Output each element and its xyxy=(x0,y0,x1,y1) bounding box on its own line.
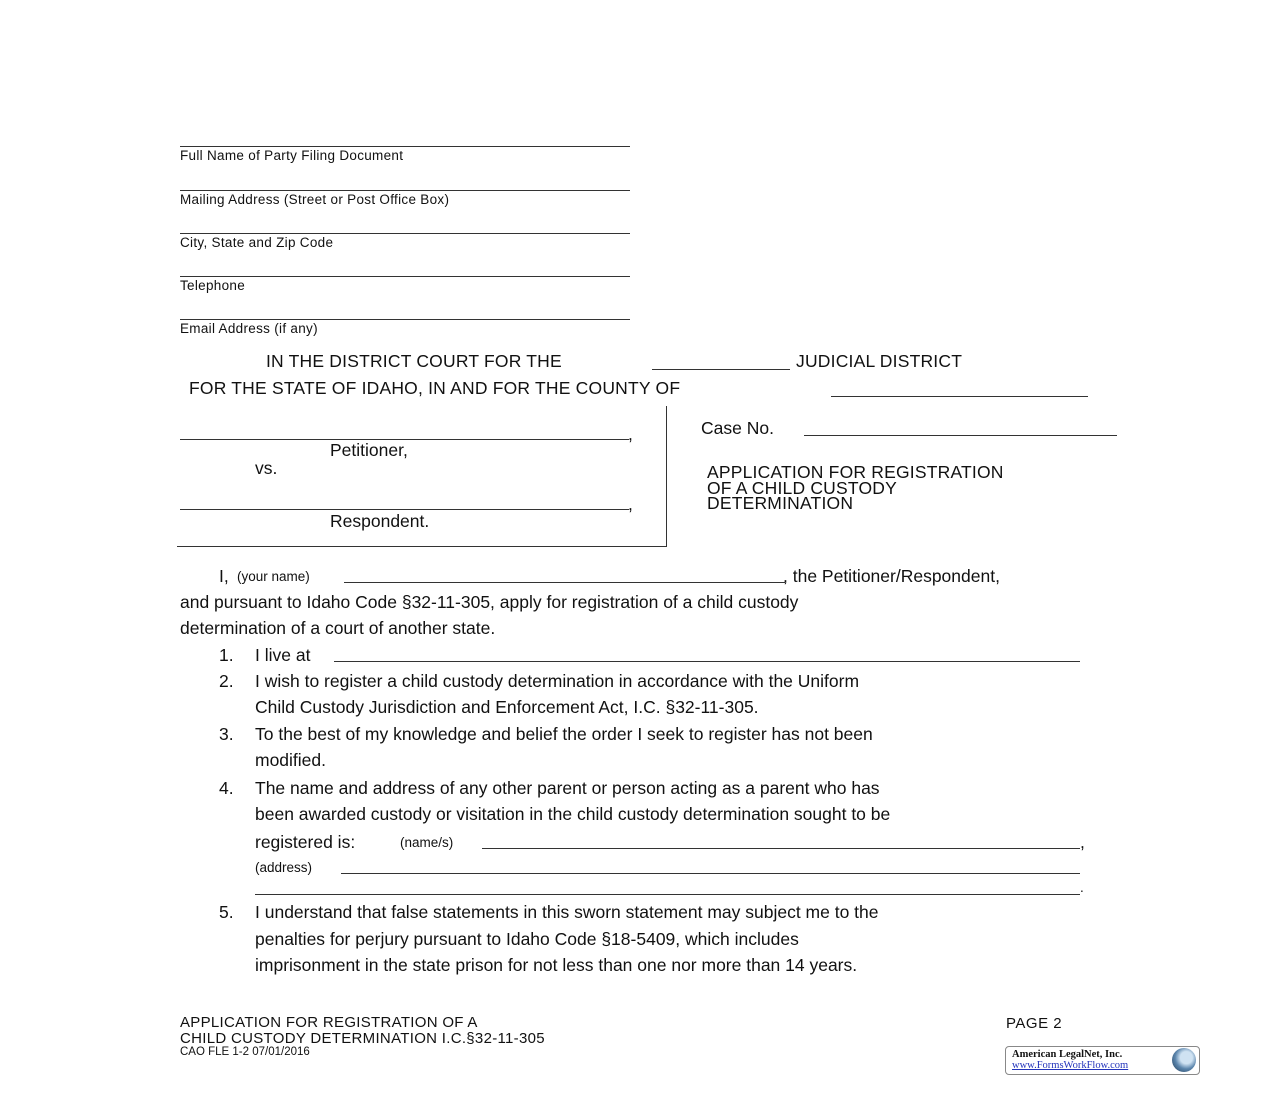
caption-vertical-divider xyxy=(666,406,667,547)
intro-i-label: I, xyxy=(219,566,229,586)
court-line2-prefix: FOR THE STATE OF IDAHO, IN AND FOR THE COUNTY OF xyxy=(189,378,681,398)
other-party-address-hint: (address) xyxy=(255,860,313,875)
case-no-label: Case No. xyxy=(701,418,774,438)
city-state-zip-label: City, State and Zip Code xyxy=(180,235,334,250)
other-party-name-hint: (name/s) xyxy=(400,835,454,850)
telephone-label: Telephone xyxy=(180,278,246,293)
respondent-name-field[interactable] xyxy=(180,509,629,510)
other-party-name-field[interactable] xyxy=(482,848,1080,849)
court-line1-prefix: IN THE DISTRICT COURT FOR THE xyxy=(266,351,562,371)
residence-address-field[interactable] xyxy=(334,661,1080,662)
document-title-line: OF A CHILD CUSTODY xyxy=(707,477,897,498)
mailing-address-label: Mailing Address (Street or Post Office Box) xyxy=(180,192,450,207)
publisher-url-link[interactable]: www.FormsWorkFlow.com xyxy=(1012,1060,1129,1071)
mailing-address-line[interactable] xyxy=(180,190,630,191)
globe-icon xyxy=(1172,1048,1196,1072)
intro-line-3: determination of a court of another state. xyxy=(180,618,496,638)
petitioner-respondent-text: , the Petitioner/Respondent, xyxy=(783,566,1000,586)
document-title xyxy=(707,462,1004,513)
district-number-field[interactable] xyxy=(652,369,790,370)
footer-title-line: APPLICATION FOR REGISTRATION OF A xyxy=(180,1014,478,1031)
name-comma: , xyxy=(1080,832,1085,852)
item-5-line-1: I understand that false statements in this sworn statement may subject me to the xyxy=(255,902,879,922)
item-4-line-2: been awarded custody or visitation in the child custody determination sought to be xyxy=(255,804,891,824)
page-number: PAGE 2 xyxy=(1006,1015,1063,1032)
item-number: 5. xyxy=(219,902,234,922)
full-name-label: Full Name of Party Filing Document xyxy=(180,148,404,163)
footer-title xyxy=(180,1015,545,1047)
respondent-label: Respondent. xyxy=(330,511,430,531)
item-number: 4. xyxy=(219,778,234,798)
item-3-line-1: To the best of my knowledge and belief the order I seek to register has not been xyxy=(255,724,873,744)
item-number: 3. xyxy=(219,724,234,744)
item-1-text: I live at xyxy=(255,645,311,665)
footer-title-line: CHILD CUSTODY DETERMINATION I.C.§32-11-305 xyxy=(180,1030,545,1047)
publisher-logo[interactable] xyxy=(1005,1046,1200,1075)
item-4-line-3: registered is: xyxy=(255,832,356,852)
other-party-address-field-1[interactable] xyxy=(341,873,1080,874)
item-number: 2. xyxy=(219,671,234,691)
petitioner-label: Petitioner, xyxy=(330,440,408,460)
caption-bottom-divider xyxy=(177,546,667,547)
item-3-line-2: modified. xyxy=(255,750,327,770)
document-title-line: APPLICATION FOR REGISTRATION xyxy=(707,462,1004,482)
full-name-line[interactable] xyxy=(180,146,630,147)
form-code: CAO FLE 1-2 07/01/2016 xyxy=(180,1046,310,1058)
court-line1-suffix: JUDICIAL DISTRICT xyxy=(796,351,963,371)
item-5-line-2: penalties for perjury pursuant to Idaho Code §18-5409, which includes xyxy=(255,929,799,949)
address-period: . xyxy=(1080,880,1084,895)
telephone-line[interactable] xyxy=(180,276,630,277)
city-state-zip-line[interactable] xyxy=(180,233,630,234)
item-2-line-2: Child Custody Jurisdiction and Enforcement Act, I.C. §32-11-305. xyxy=(255,697,759,717)
email-label: Email Address (if any) xyxy=(180,321,318,336)
your-name-field[interactable] xyxy=(344,582,785,583)
item-5-line-3: imprisonment in the state prison for not less than one nor more than 14 years. xyxy=(255,955,858,975)
vs-label: vs. xyxy=(255,458,278,478)
petitioner-comma: , xyxy=(628,424,633,444)
intro-line-2: and pursuant to Idaho Code §32-11-305, apply for registration of a child custody xyxy=(180,592,799,612)
email-line[interactable] xyxy=(180,319,630,320)
case-no-field[interactable] xyxy=(804,435,1117,436)
other-party-address-field-2[interactable] xyxy=(255,894,1080,895)
respondent-comma: , xyxy=(628,494,633,514)
your-name-hint: (your name) xyxy=(237,569,310,584)
publisher-name: American LegalNet, Inc. xyxy=(1012,1049,1123,1060)
item-2-line-1: I wish to register a child custody determination in accordance with the Uniform xyxy=(255,671,860,691)
item-4-line-1: The name and address of any other parent or person acting as a parent who has xyxy=(255,778,880,798)
document-title-line: DETERMINATION xyxy=(707,493,854,513)
item-number: 1. xyxy=(219,645,234,665)
county-field[interactable] xyxy=(831,396,1088,397)
